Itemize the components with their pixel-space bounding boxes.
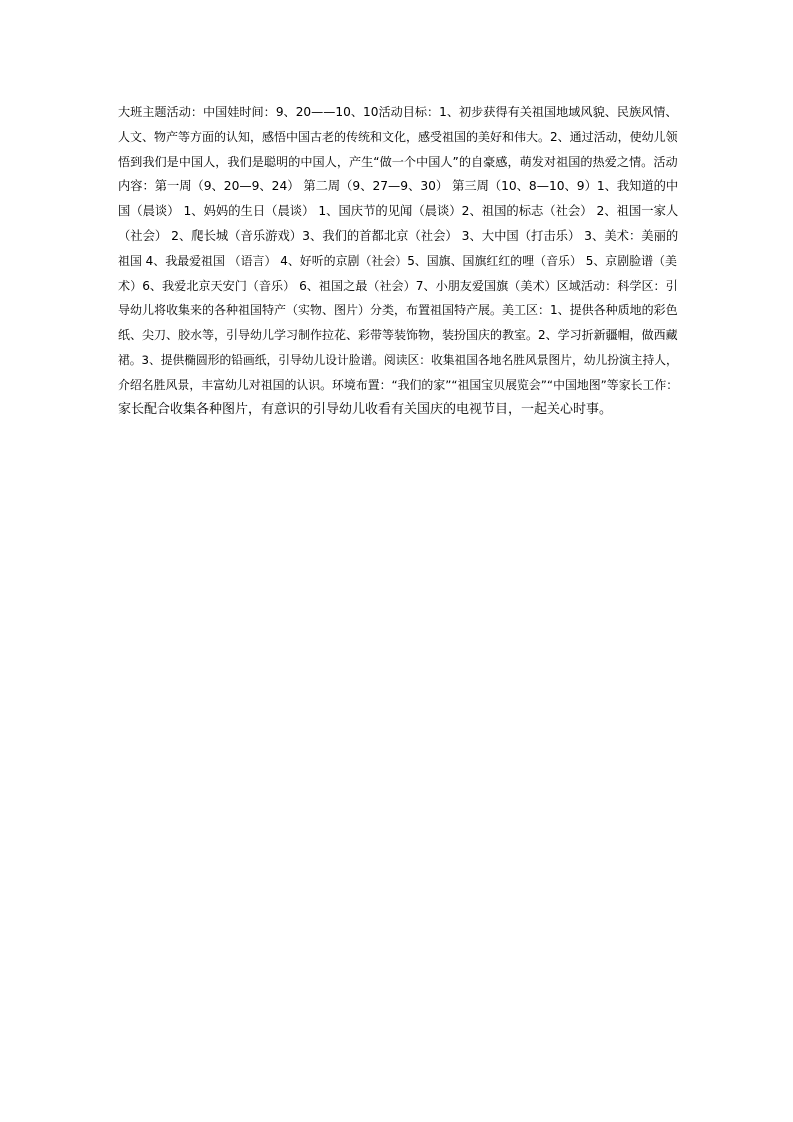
text-line-11: 裙。3、提供椭圆形的铅画纸，引导幼儿设计脸谱。阅读区：收集祖国各地名胜风景图片，幼儿扮演主持人， bbox=[118, 352, 678, 367]
text-line-8: 术）6、我爱北京天安门（音乐） 6、祖国之最（社会）7、小朋友爱国旗（美术）区域活动：科学区：引 bbox=[118, 278, 678, 293]
text-line-12: 介绍名胜风景，丰富幼儿对祖国的认识。环境布置：“我们的家”“祖国宝贝展览会”“中国地图”等家长工作： bbox=[118, 377, 679, 392]
text-line-9: 导幼儿将收集来的各种祖国特产（实物、图片）分类，布置祖国特产展。美工区：1、提供各种质地的彩色 bbox=[118, 303, 678, 318]
text-line-3: 悟到我们是中国人，我们是聪明的中国人，产生“做一个中国人”的自豪感，萌发对祖国的热爱之情。活动 bbox=[118, 154, 678, 169]
text-line-1: 大班主题活动：中国娃时间：9、20——10、10活动目标：1、初步获得有关祖国地域风貌、民族风情、 bbox=[118, 105, 678, 119]
text-line-13: 家长配合收集各种图片，有意识的引导幼儿收看有关国庆的电视节目，一起关心时事。 bbox=[118, 401, 613, 417]
text-line-4: 内容：第一周（9、20—9、24） 第二周（9、27—9、30） 第三周（10、8—10、9）1、我知道的中 bbox=[118, 179, 679, 194]
text-line-7: 祖国 4、我最爱祖国 （语言） 4、好听的京剧（社会）5、国旗、国旗红红的哩（音乐） 5、京剧脸谱（美 bbox=[118, 253, 677, 268]
text-line-5: 国（晨谈） 1、妈妈的生日（晨谈） 1、国庆节的见闻（晨谈）2、祖国的标志（社会） 2、祖国一家人 bbox=[118, 204, 679, 219]
text-line-6: （社会） 2、爬长城（音乐游戏）3、我们的首都北京（社会） 3、大中国（打击乐） 3、美术：美丽的 bbox=[118, 228, 679, 243]
text-line-2: 人文、物产等方面的认知，感悟中国古老的传统和文化，感受祖国的美好和伟大。2、通过活动，使幼儿领 bbox=[118, 129, 678, 144]
text-line-10: 纸、尖刀、胶水等，引导幼儿学习制作拉花、彩带等装饰物，装扮国庆的教室。2、学习折新疆帽，做西藏 bbox=[118, 328, 678, 343]
document-body bbox=[118, 100, 678, 422]
